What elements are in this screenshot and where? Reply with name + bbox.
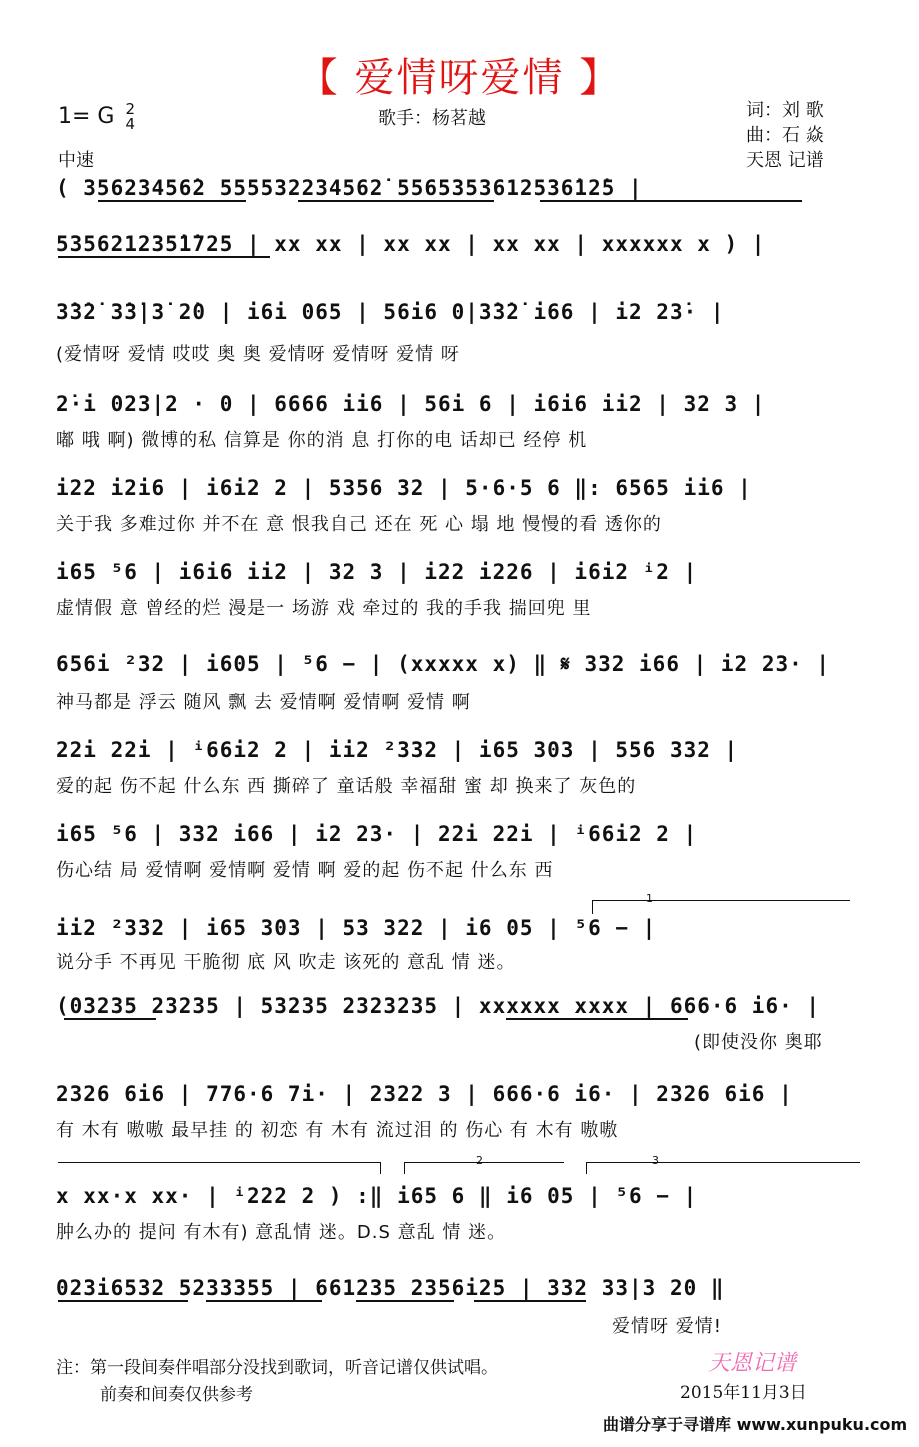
date: 2015年11月3日 — [680, 1383, 807, 1403]
music-line-3: 3̇3̇2̇ 3̇3̇|3̇ 2̇0 | i6i 065 | 56i6 0|3̇3̇2̇ i66 | i2 23̇· | — [56, 300, 725, 324]
lyricist: 词：刘 歌 — [746, 100, 824, 121]
key-signature — [58, 102, 135, 132]
music-line-4: 2̇·i 023|2 · 0 | 6666 ii6 | 56i 6 | i6i6 ii2 | 32 3 | — [56, 392, 766, 416]
music-line-5: i22 i2i6 | i6i2 2 | 5356 32 | 5·6·5 6 ‖: 6565 ii6 | — [56, 476, 752, 500]
lyric-line-10: 有 木有 嗷嗷 最早挂 的 初恋 有 木有 流过泪 的 伤心 有 木有 嗷嗷 — [56, 1120, 619, 1141]
music-line-8: 22i 22i | ⁱ66i2 2 | ii2 ²332 | i65 303 | 556 332 | — [56, 738, 739, 762]
note-1: 注：第一段间奏伴唱部分没找到歌词，听音记谱仅供试唱。 — [56, 1358, 498, 1378]
singer: 歌手：杨茗越 — [378, 108, 486, 129]
source-footer: 曲谱分享于寻谱库 www.xunpuku.com — [603, 1415, 908, 1434]
music-line-9: i65 ⁵6 | 332 i66 | i2 23· | 22i 22i | ⁱ66i2 2 | — [56, 822, 698, 846]
music-line-2: 535621235̇1̇725 | xx xx | xx xx | xx xx | xxxxxx x ) | — [56, 232, 766, 256]
music-line-12: 2326 6i6 | 776·6 7i· | 2322 3 | 666·6 i6· | 2326 6i6 | — [56, 1082, 793, 1106]
note-2: 前奏和间奏仅供参考 — [100, 1385, 253, 1405]
ending-3-label: 3 — [652, 1154, 659, 1167]
music-line-13: x xx·x xx· | ⁱ222 2 ) :‖ i65 6 ‖ i6 05 | ⁵6 − | — [56, 1184, 698, 1208]
key-label: 1= G — [58, 104, 115, 129]
lyric-line-12: 爱情呀 爱情! — [612, 1316, 722, 1337]
time-top: 2 — [125, 100, 136, 118]
music-line-10: ii2 ²332 | i65 303 | 53 322 | i6 05 | ⁵6 − | — [56, 916, 657, 940]
time-signature — [125, 102, 135, 132]
lyric-line-6: 爱的起 伤不起 什么东 西 撕碎了 童话般 幸福甜 蜜 却 换来了 灰色的 — [56, 776, 637, 797]
ending-2-label: 2 — [476, 1154, 483, 1167]
lyric-line-5: 神马都是 浮云 随风 飘 去 爱情啊 爱情啊 爱情 啊 — [56, 692, 471, 713]
lyric-line-2: 嘟 哦 啊) 微博的私 信算是 你的消 息 打你的电 话却已 经停 机 — [56, 430, 588, 451]
song-title: 【 爱情呀爱情 】 — [297, 55, 622, 101]
lyric-line-3: 关于我 多难过你 并不在 意 恨我自己 还在 死 心 塌 地 慢慢的看 透你的 — [56, 514, 662, 535]
lyric-line-8: 说分手 不再见 干脆彻 底 风 吹走 该死的 意乱 情 迷。 — [56, 952, 516, 973]
ending-1-label: 1 — [646, 892, 653, 905]
lyric-line-11: 肿么办的 提问 有木有) 意乱情 迷。D.S 意乱 情 迷。 — [56, 1222, 507, 1243]
composer: 曲：石 焱 — [746, 125, 824, 146]
music-line-6: i65 ⁵6 | i6i6 ii2 | 32 3 | i22 i226 | i6i2 ⁱ2 | — [56, 560, 698, 584]
transcriber-stamp: 天恩记谱 — [708, 1351, 797, 1376]
time-bottom: 4 — [125, 115, 136, 133]
music-line-7: 656i ²32 | i605 | ⁵6 − | (xxxxx x) ‖ 𝄋 332 i66 | i2 23· | — [56, 652, 831, 676]
music-line-14: 023i6532 5233355 | 661235 2356i25 | 332 33|3 20 ‖ — [56, 1276, 725, 1300]
lyric-line-7: 伤心结 局 爱情啊 爱情啊 爱情 啊 爱的起 伤不起 什么东 西 — [56, 860, 554, 881]
lyric-line-1: (爱情呀 爱情 哎哎 奥 奥 爱情呀 爱情呀 爱情 呀 — [56, 344, 460, 365]
lyric-line-4: 虚情假 意 曾经的烂 漫是一 场游 戏 牵过的 我的手我 揣回兜 里 — [56, 598, 592, 619]
tempo: 中速 — [58, 150, 94, 171]
music-line-1: ( 35623456̇2 555532234562̇ 5565353612536̇12̇5 | — [56, 176, 643, 200]
music-line-11: (03235 23235 | 53235 2323235 | xxxxxx xxxx | 666·6 i6· | — [56, 994, 821, 1018]
lyric-line-9: (即使没你 奥耶 — [694, 1032, 823, 1053]
transcriber: 天恩 记谱 — [746, 150, 824, 171]
